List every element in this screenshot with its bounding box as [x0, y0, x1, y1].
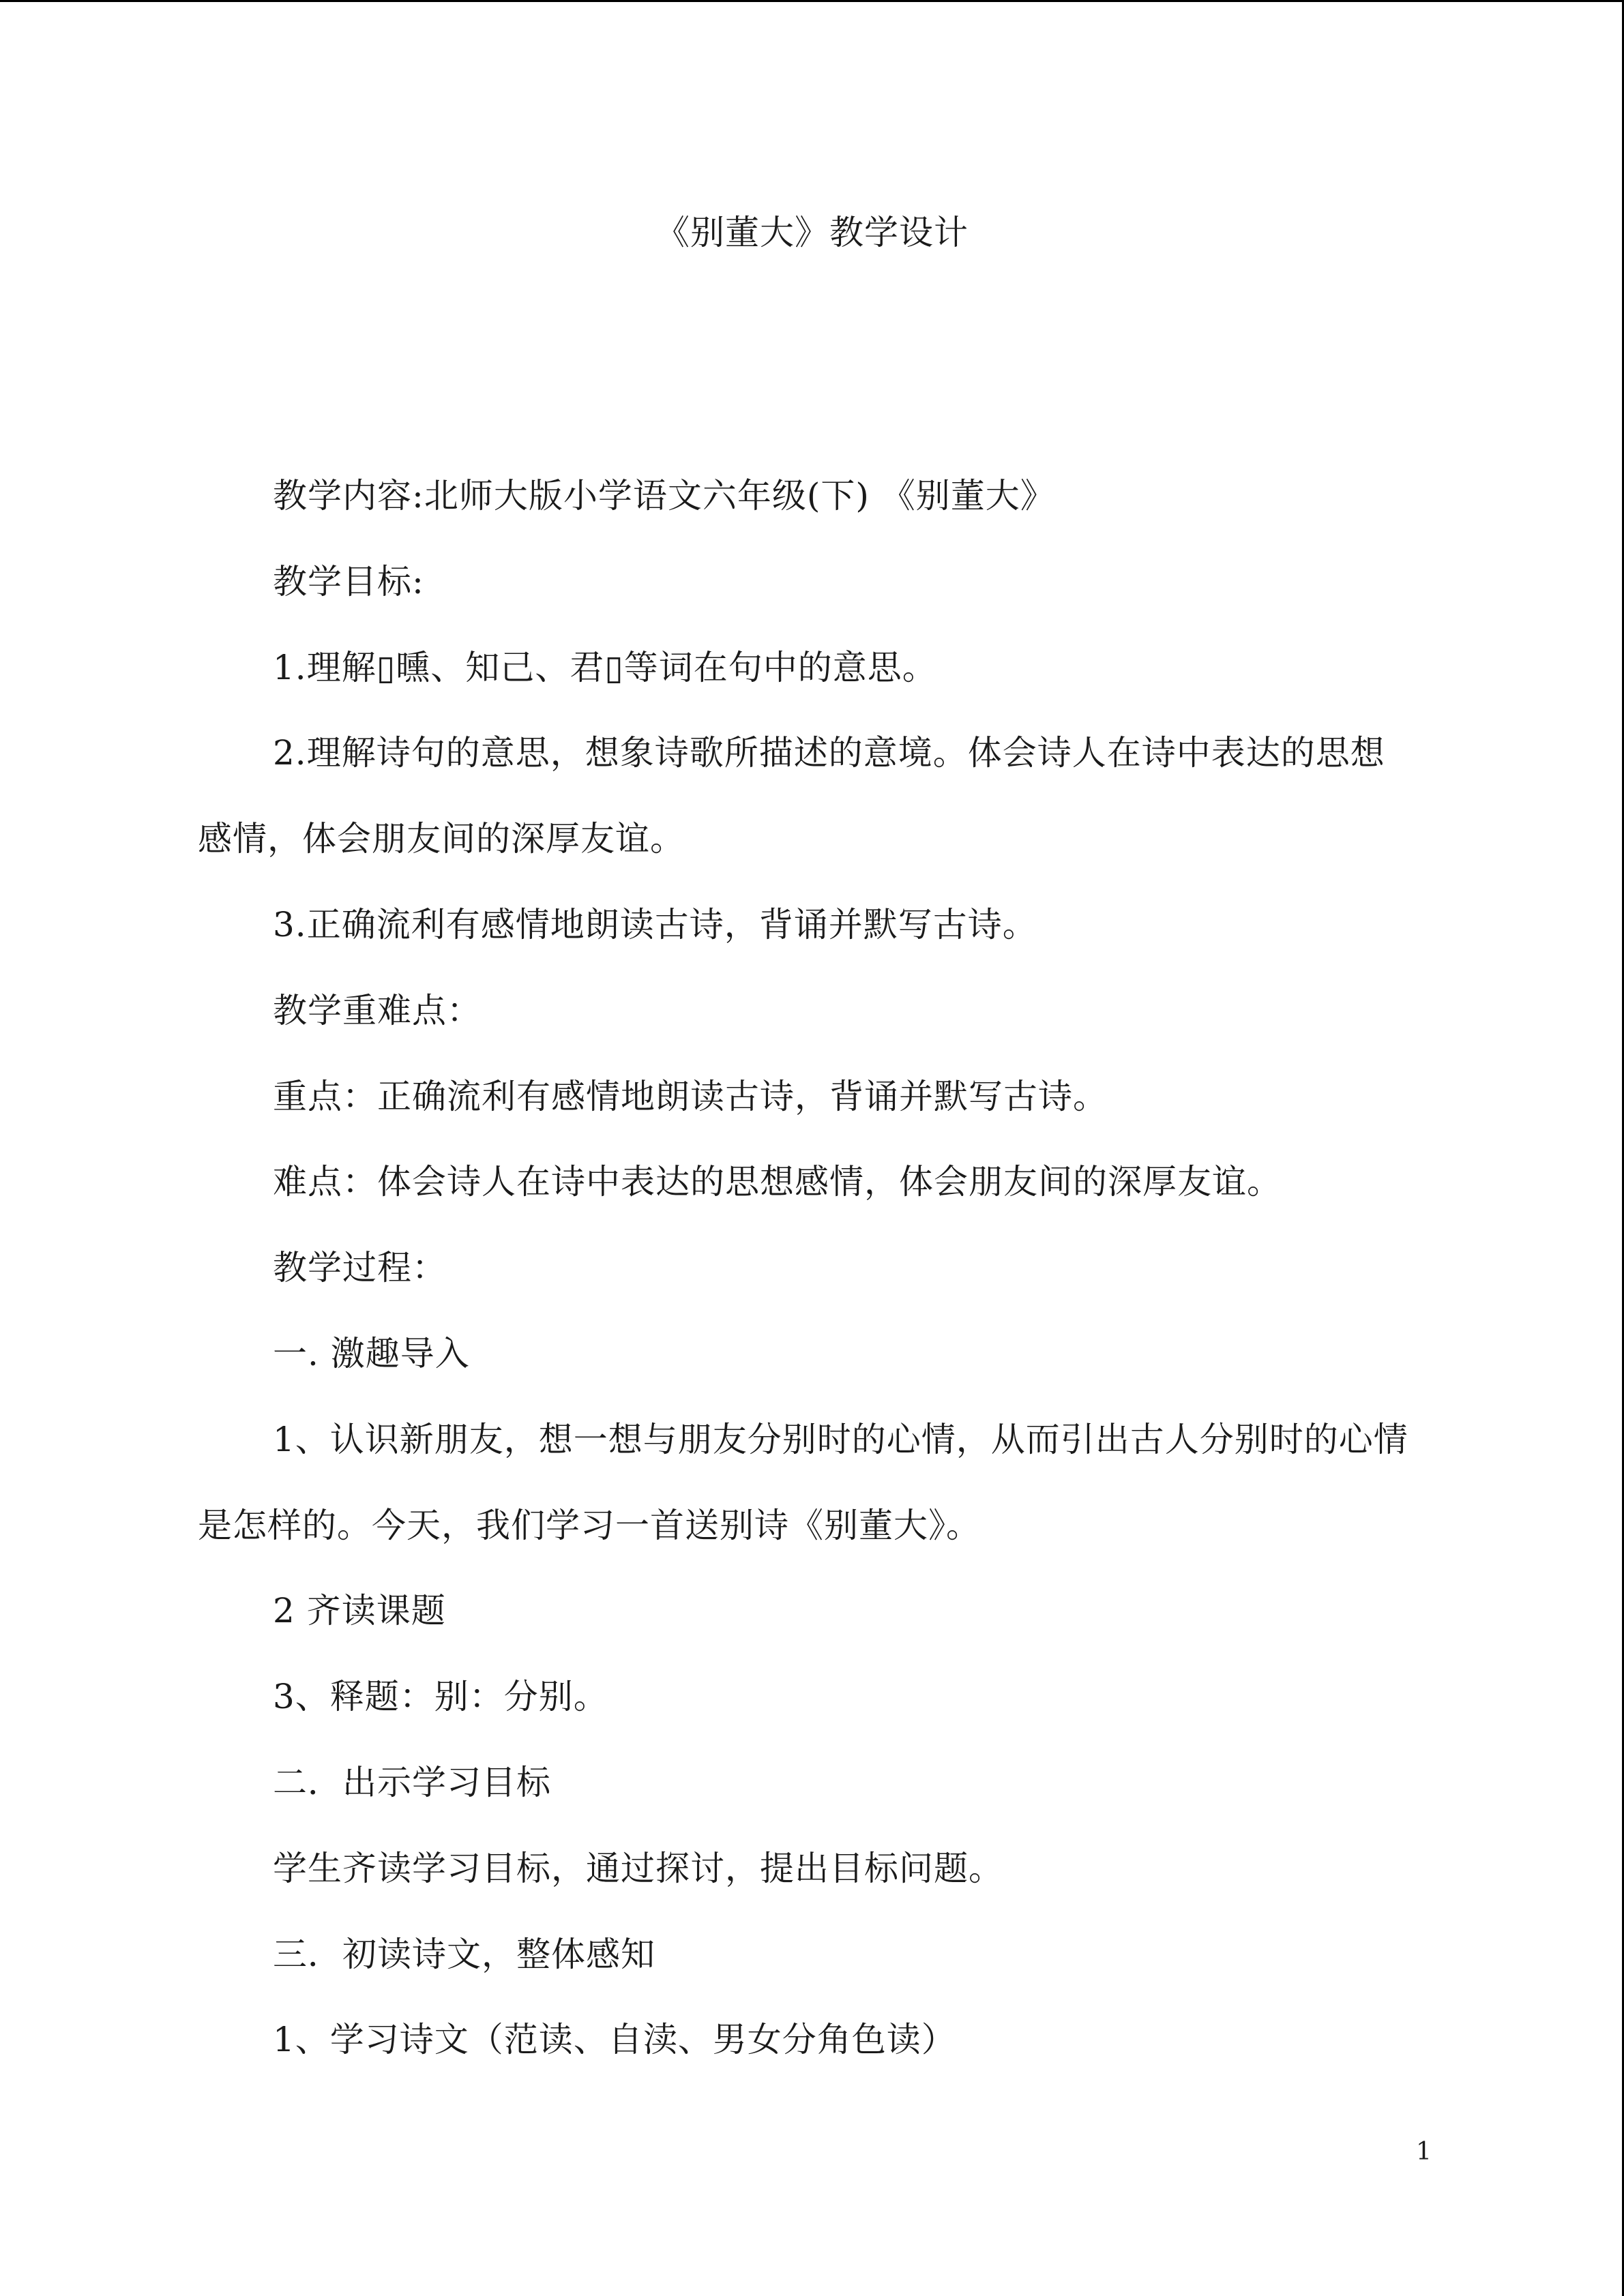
paragraph-section-2-heading: 二．出示学习目标: [273, 1762, 551, 1802]
paragraph-section-3-step-1: 1、学习诗文（范读、自渎、男女分角色读）: [273, 2020, 956, 2060]
paragraph-section-3-heading: 三．初读诗文，整体感知: [273, 1934, 655, 1974]
paragraph-objective-2: 2.理解诗句的意思，想象诗歌所描述的意境。体会诗人在诗中表达的思想感情，体会朋友间的深厚友谊。: [198, 733, 1385, 859]
paragraph-objective-3: 3.正确流利有感情地朗读古诗，背诵并默写古诗。: [273, 904, 1037, 944]
paragraph-objective-1: 1.理解▯曛、知己、君▯等词在句中的意思。: [273, 647, 937, 687]
paragraph-key-point: 重点：正确流利有感情地朗读古诗，背诵并默写古诗。: [273, 1076, 1108, 1116]
paragraph-section-1-step-3: 3、释题：别：分别。: [273, 1677, 608, 1717]
paragraph-section-1-step-2: 2 齐读课题: [273, 1591, 446, 1631]
paragraph-difficult-point: 难点：体会诗人在诗中表达的思想感情，体会朋友间的深厚友谊。: [273, 1162, 1282, 1202]
document-title: 《别董大》教学设计: [655, 213, 969, 252]
paragraph-teaching-content: 教学内容:北师大版小学语文六年级(下) 《别董大》: [273, 476, 1055, 516]
paragraph-section-1-step-1: 1、认识新朋友，想一想与朋友分别时的心情，从而引出古人分别时的心情是怎样的。今天，我们学习一首送别诗《别董大》。: [198, 1419, 1408, 1545]
paragraph-key-points-heading: 教学重难点：: [273, 990, 482, 1030]
page-number: 1: [1416, 2138, 1432, 2166]
paragraph-objectives-heading: 教学目标:: [273, 561, 424, 601]
document-body: [198, 453, 1412, 2083]
paragraph-section-1-heading: 一. 激趣导入: [273, 1333, 470, 1373]
paragraph-section-2-text: 学生齐读学习目标，通过探讨，提出目标问题。: [273, 1848, 1003, 1888]
paragraph-process-heading: 教学过程：: [273, 1248, 447, 1288]
